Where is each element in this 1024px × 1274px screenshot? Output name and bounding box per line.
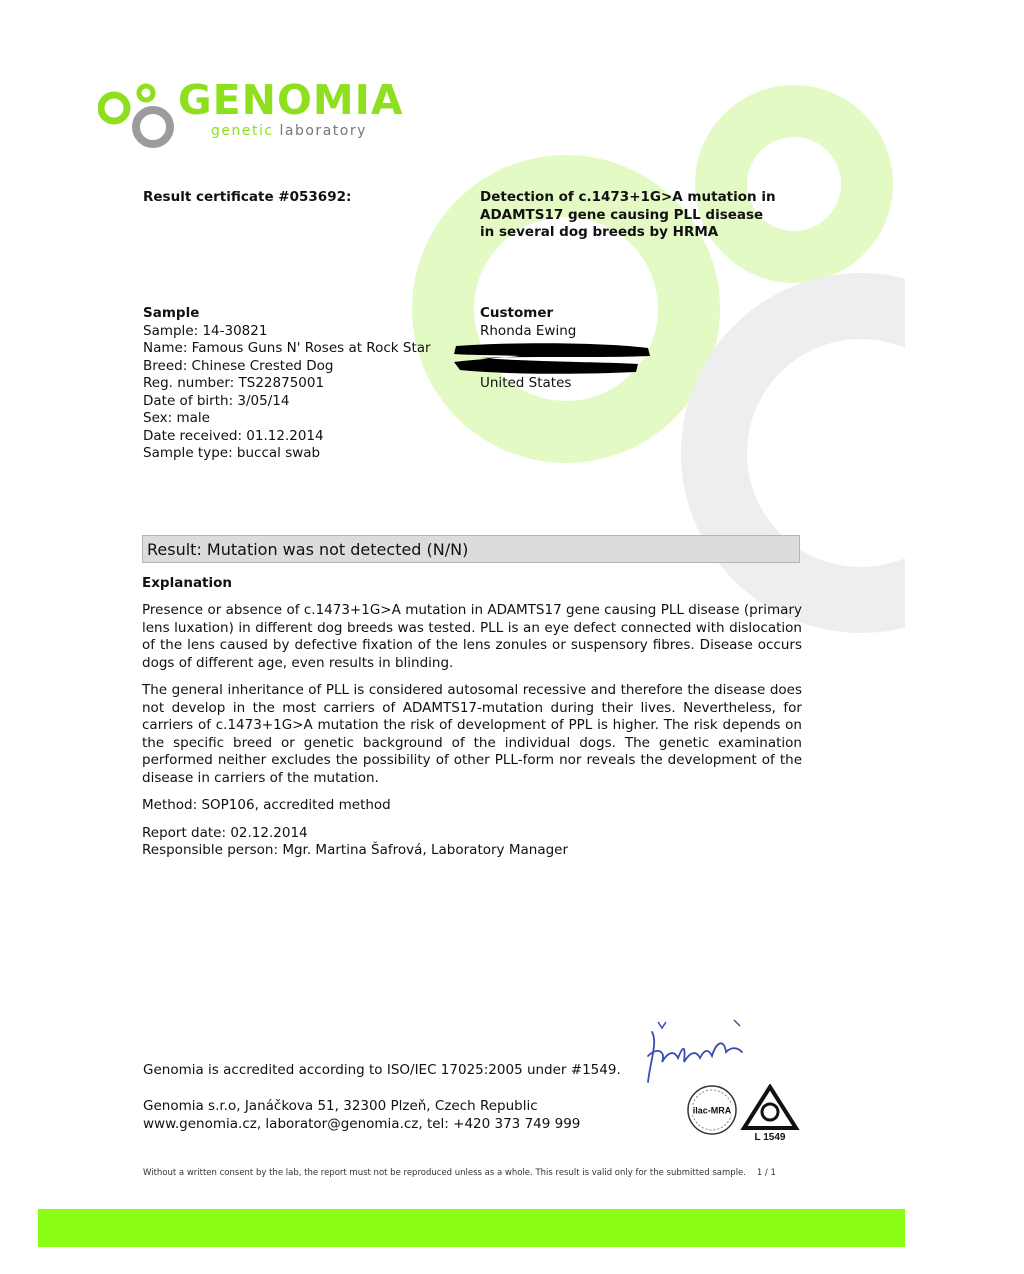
decorative-green-ring-small [695, 85, 893, 283]
detection-title: Detection of c.1473+1G>A mutation in ADAMTS17 gene causing PLL disease in several dog breeds by HRMA [480, 189, 776, 240]
customer-country: United States [480, 375, 572, 391]
lab-address-line-1: Genomia s.r.o, Janáčkova 51, 32300 Plzeň, Czech Republic [143, 1098, 538, 1114]
sample-date-of-birth: Date of birth: 3/05/14 [143, 392, 290, 409]
sample-id: Sample: 14-30821 [143, 322, 268, 339]
logo-tagline-laboratory: laboratory [279, 123, 367, 139]
logo-wordmark: GENOMIA [178, 76, 404, 124]
sample-breed: Breed: Chinese Crested Dog [143, 357, 334, 374]
certificate-title: Result certificate #053692: [143, 189, 352, 205]
accreditation-statement: Genomia is accredited according to ISO/IEC 17025:2005 under #1549. [143, 1062, 621, 1078]
customer-name: Rhonda Ewing [480, 322, 577, 339]
redaction-mark [450, 340, 652, 376]
genomia-logo-icon [98, 82, 178, 150]
lab-contact-line: www.genomia.cz, laborator@genomia.cz, tel: +420 373 749 999 [143, 1116, 581, 1132]
disclaimer [143, 1168, 776, 1178]
explanation-paragraph-2: The general inheritance of PLL is considered autosomal recessive and therefore the disease does not develop in the most carriers of ADAMTS17-mutation during their lives. Nevertheless, for carriers of c.1473+1G>A mutation the risk of development of PPL is higher. The risk depends on the specific breed or genetic background of the individual dogs. The genetic examination performed neither excludes the possibility of other PLL-form nor reveals the development of the disease in carriers of the mutation. [142, 682, 802, 786]
result-box: Result: Mutation was not detected (N/N) [142, 535, 800, 563]
sample-sex: Sex: male [143, 410, 210, 426]
explanation-body [142, 602, 802, 870]
cai-label: L 1549 [754, 1132, 786, 1142]
disclaimer-text: Without a written consent by the lab, the report must not be reproduced unless as a whole. This result is valid only for the submitted sample. [143, 1168, 746, 1178]
handwritten-signature [638, 1012, 750, 1090]
sample-type: Sample type: buccal swab [143, 445, 321, 461]
footer-green-bar [38, 1209, 905, 1247]
cai-accreditation-logo-icon [740, 1084, 800, 1142]
logo-tagline-genetic: genetic [211, 123, 274, 139]
customer-heading: Customer [480, 305, 554, 321]
lab-address [143, 1097, 580, 1133]
method-line: Method: SOP106, accredited method [142, 797, 391, 813]
sample-section [143, 305, 431, 463]
explanation-heading: Explanation [142, 575, 233, 591]
page-number: 1 / 1 [756, 1168, 776, 1178]
report-date-line: Report date: 02.12.2014 [142, 824, 308, 841]
svg-text:ilac-MRA: ilac-MRA [692, 1105, 732, 1116]
page-right-margin [905, 0, 1024, 1274]
sample-date-received: Date received: 01.12.2014 [143, 427, 324, 444]
explanation-paragraph-1: Presence or absence of c.1473+1G>A mutation in ADAMTS17 gene causing PLL disease (primary lens luxation) in different dog breeds was tested. PLL is an eye defect connected with dislocation of the lens caused by defective fixation of the lens zonules or suspensory fibres. Disease occurs dogs of different age, even results in blinding. [142, 602, 802, 671]
responsible-person-line: Responsible person: Mgr. Martina Šafrová, Laboratory Manager [142, 842, 569, 858]
sample-dog-name: Name: Famous Guns N' Roses at Rock Star [143, 340, 431, 356]
sample-reg-number: Reg. number: TS22875001 [143, 375, 325, 391]
logo-tagline [211, 124, 367, 138]
ilac-mra-logo-icon [686, 1084, 738, 1136]
sample-heading: Sample [143, 305, 200, 321]
